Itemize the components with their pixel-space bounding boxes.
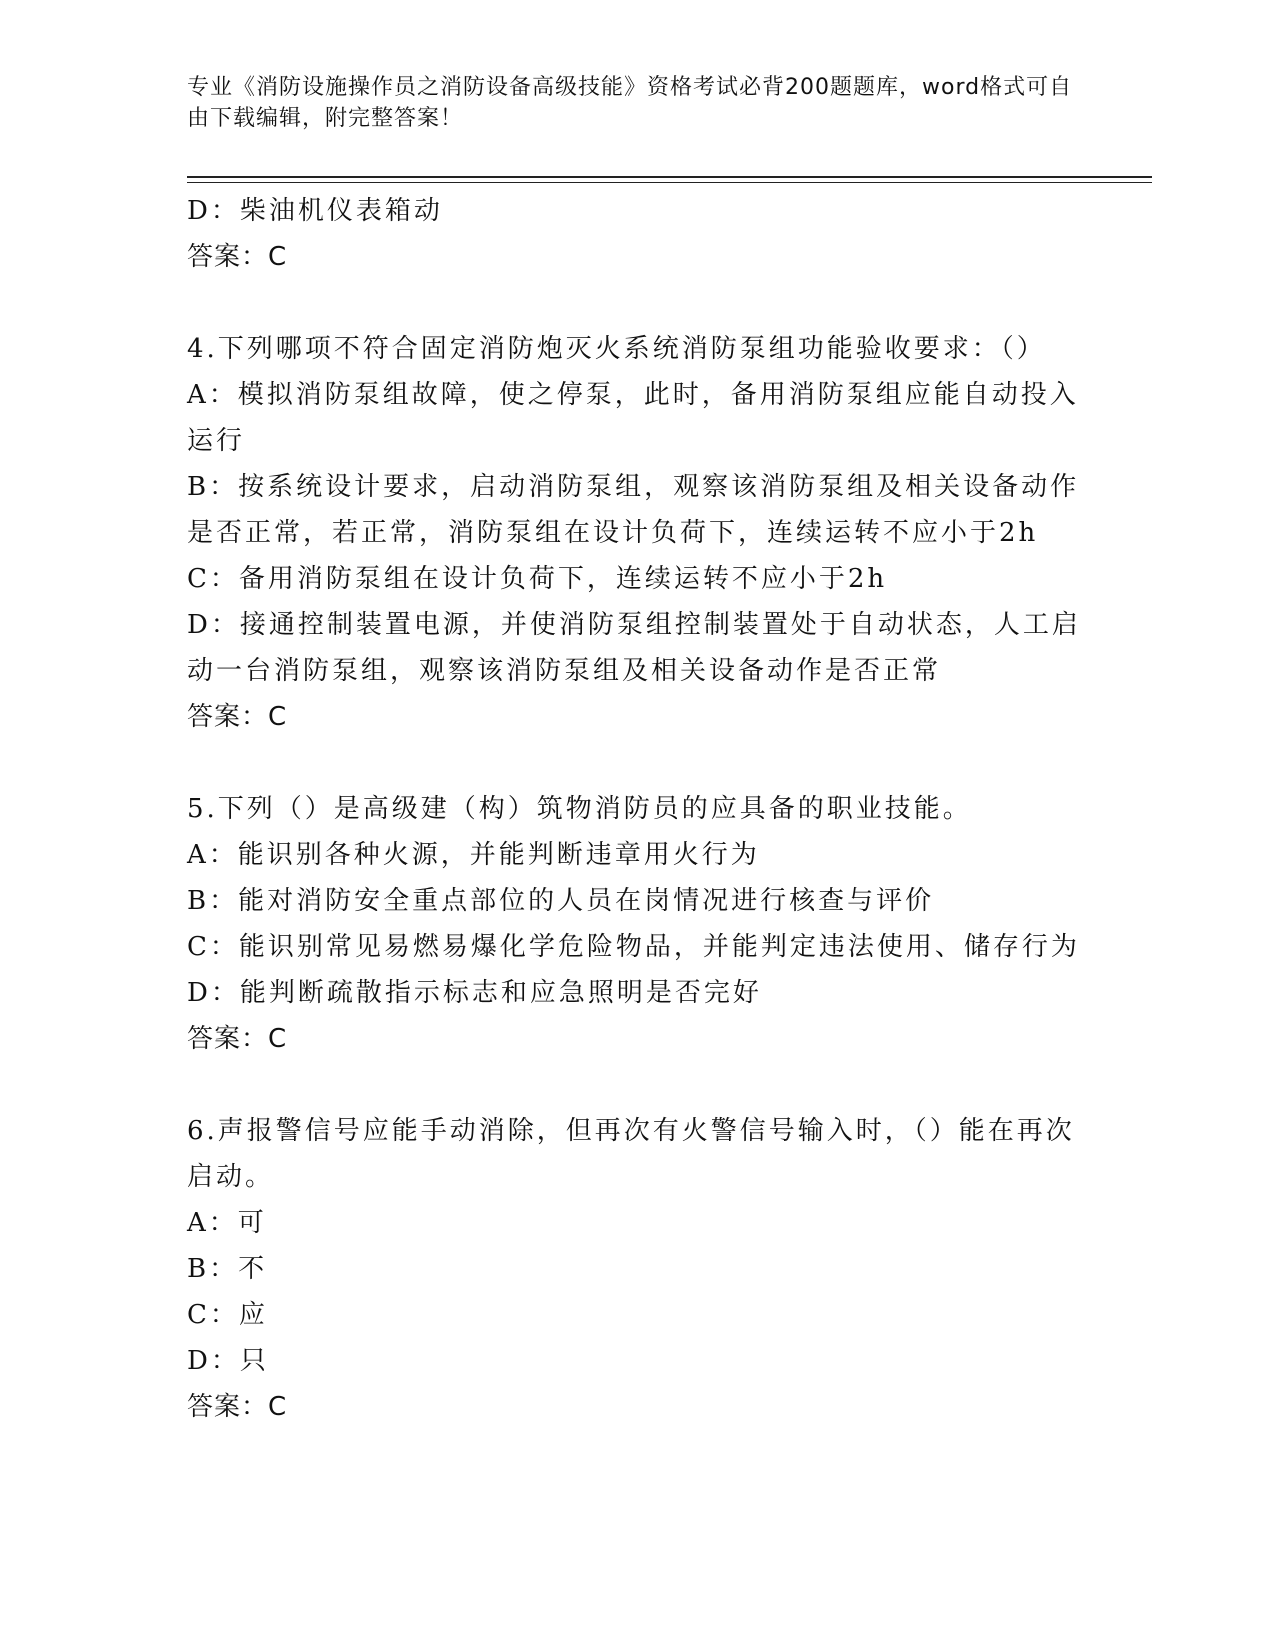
option-a: A：可 bbox=[187, 1208, 267, 1238]
question-6 bbox=[187, 1108, 1087, 1430]
answer-line: 答案：C bbox=[187, 242, 288, 272]
document-body bbox=[187, 188, 1087, 1476]
option-a: A：模拟消防泵组故障，使之停泵，此时，备用消防泵组应能自动投入运行 bbox=[187, 380, 1079, 456]
answer-line: 答案：C bbox=[187, 1024, 288, 1054]
option-c: C：备用消防泵组在设计负荷下，连续运转不应小于2h bbox=[187, 564, 888, 594]
option-b: B：能对消防安全重点部位的人员在岗情况进行核查与评价 bbox=[187, 886, 935, 916]
option-b: B：不 bbox=[187, 1254, 268, 1284]
header-rule-thick bbox=[187, 176, 1152, 178]
option-d: D：只 bbox=[187, 1346, 269, 1376]
question-4 bbox=[187, 326, 1087, 740]
option-d: D：能判断疏散指示标志和应急照明是否完好 bbox=[187, 978, 762, 1008]
question-fragment bbox=[187, 188, 1087, 280]
answer-line: 答案：C bbox=[187, 1392, 288, 1422]
option-a: A：能识别各种火源，并能判断违章用火行为 bbox=[187, 840, 760, 870]
option-d: D：接通控制装置电源，并使消防泵组控制装置处于自动状态，人工启动一台消防泵组，观察该消防泵组及相关设备动作是否正常 bbox=[187, 610, 1081, 686]
question-stem: 5.下列（）是高级建（构）筑物消防员的应具备的职业技能。 bbox=[187, 794, 972, 824]
question-stem: 6.声报警信号应能手动消除，但再次有火警信号输入时，（）能在再次启动。 bbox=[187, 1116, 1075, 1192]
option-c: C：能识别常见易燃易爆化学危险物品，并能判定违法使用、储存行为 bbox=[187, 932, 1080, 962]
page-header: 专业《消防设施操作员之消防设备高级技能》资格考试必背200题题库，word格式可自由下载编辑，附完整答案！ bbox=[187, 75, 1073, 131]
option-b: B：按系统设计要求，启动消防泵组，观察该消防泵组及相关设备动作是否正常，若正常，消防泵组在设计负荷下，连续运转不应小于2h bbox=[187, 472, 1080, 548]
option-d: D：柴油机仪表箱动 bbox=[187, 196, 443, 226]
question-stem: 4.下列哪项不符合固定消防炮灭火系统消防泵组功能验收要求：（） bbox=[187, 334, 1046, 364]
header-rule-thin bbox=[187, 182, 1152, 183]
answer-line: 答案：C bbox=[187, 702, 288, 732]
option-c: C：应 bbox=[187, 1300, 268, 1330]
question-5 bbox=[187, 786, 1087, 1062]
